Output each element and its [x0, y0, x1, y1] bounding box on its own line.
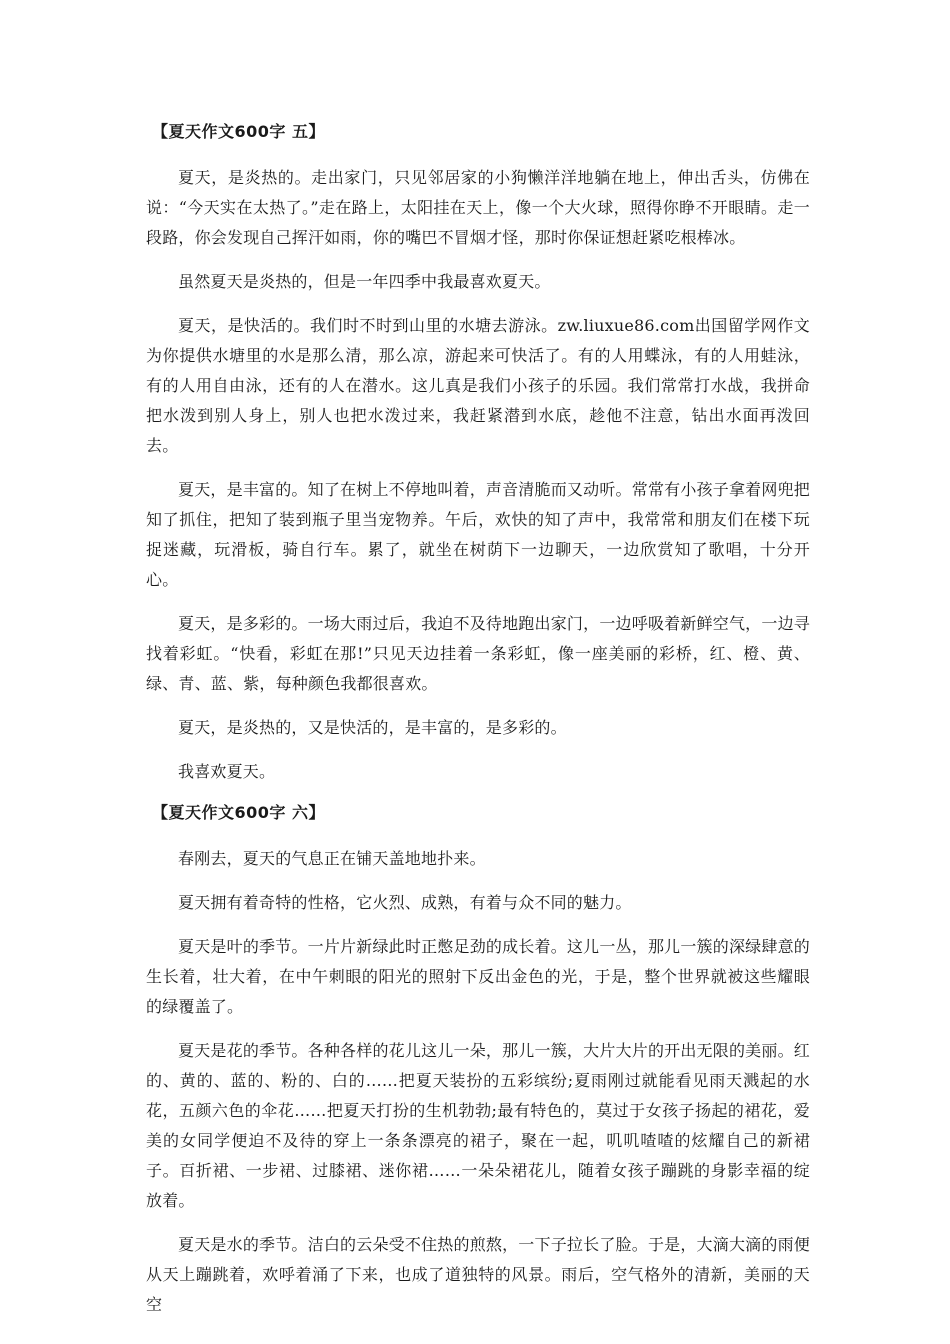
paragraph: 夏天，是丰富的。知了在树上不停地叫着，声音清脆而又动听。常常有小孩子拿着网兜把知了抓住，把知了装到瓶子里当宠物养。午后，欢快的知了声中，我常常和朋友们在楼下玩捉迷藏，玩滑板，骑自行车。累了，就坐在树荫下一边聊天，一边欣赏知了歌唱，十分开心。: [146, 480, 810, 589]
paragraph: 夏天，是多彩的。一场大雨过后，我迫不及待地跑出家门，一边呼吸着新鲜空气，一边寻找着彩虹。“快看，彩虹在那!”只见天边挂着一条彩虹，像一座美丽的彩桥，红、橙、黄、绿、青、蓝、紫，每种颜色我都很喜欢。: [146, 614, 810, 693]
paragraph: 春刚去，夏天的气息正在铺天盖地地扑来。: [178, 849, 486, 868]
paragraph: 夏天，是炎热的。走出家门，只见邻居家的小狗懒洋洋地躺在地上，伸出舌头，仿佛在说：“今天实在太热了。”走在路上，太阳挂在天上，像一个大火球，照得你睁不开眼睛。走一段路，你会发现自己挥汗如雨，你的嘴巴不冒烟才怪，那时你保证想赶紧吃根棒冰。: [146, 168, 810, 247]
paragraph: 虽然夏天是炎热的，但是一年四季中我最喜欢夏天。: [178, 272, 551, 291]
paragraph: 夏天，是炎热的，又是快活的，是丰富的，是多彩的。: [178, 718, 567, 737]
section-heading: 【夏天作文600字 五】: [152, 122, 325, 141]
essay-section-five: [146, 120, 810, 787]
section-heading: 【夏天作文600字 六】: [152, 803, 325, 822]
paragraph: 我喜欢夏天。: [178, 762, 276, 781]
paragraph: 夏天，是快活的。我们时不时到山里的水塘去游泳。zw.liuxue86.com出国留学网作文为你提供水塘里的水是那么清，那么凉，游起来可快活了。有的人用蝶泳，有的人用蛙泳，有的人用自由泳，还有的人在潜水。这儿真是我们小孩子的乐园。我们常常打水战，我拼命把水泼到别人身上，别人也把水泼过来，我赶紧潜到水底，趁他不注意，钻出水面再泼回去。: [146, 316, 810, 455]
paragraph: 夏天拥有着奇特的性格，它火烈、成熟，有着与众不同的魅力。: [178, 893, 632, 912]
paragraph: 夏天是水的季节。洁白的云朵受不住热的煎熬，一下子拉长了脸。于是，大滴大滴的雨便从天上蹦跳着，欢呼着涌了下来，也成了道独特的风景。雨后，空气格外的清新，美丽的天空: [146, 1235, 810, 1314]
paragraph: 夏天是叶的季节。一片片新绿此时正憋足劲的成长着。这儿一丛，那儿一簇的深绿肆意的生长着，壮大着，在中午刺眼的阳光的照射下反出金色的光，于是，整个世界就被这些耀眼的绿覆盖了。: [146, 937, 810, 1016]
paragraph: 夏天是花的季节。各种各样的花儿这儿一朵，那儿一簇，大片大片的开出无限的美丽。红的、黄的、蓝的、粉的、白的……把夏天装扮的五彩缤纷;夏雨刚过就能看见雨天溅起的水花，五颜六色的伞花……把夏天打扮的生机勃勃;最有特色的，莫过于女孩子扬起的裙花，爱美的女同学便迫不及待的穿上一条条漂亮的裙子，聚在一起，叽叽喳喳的炫耀自己的新裙子。百折裙、一步裙、过膝裙、迷你裙……一朵朵裙花儿，随着女孩子蹦跳的身影幸福的绽放着。: [146, 1041, 810, 1210]
document-page: [146, 120, 810, 1334]
essay-section-six: [146, 801, 810, 1320]
